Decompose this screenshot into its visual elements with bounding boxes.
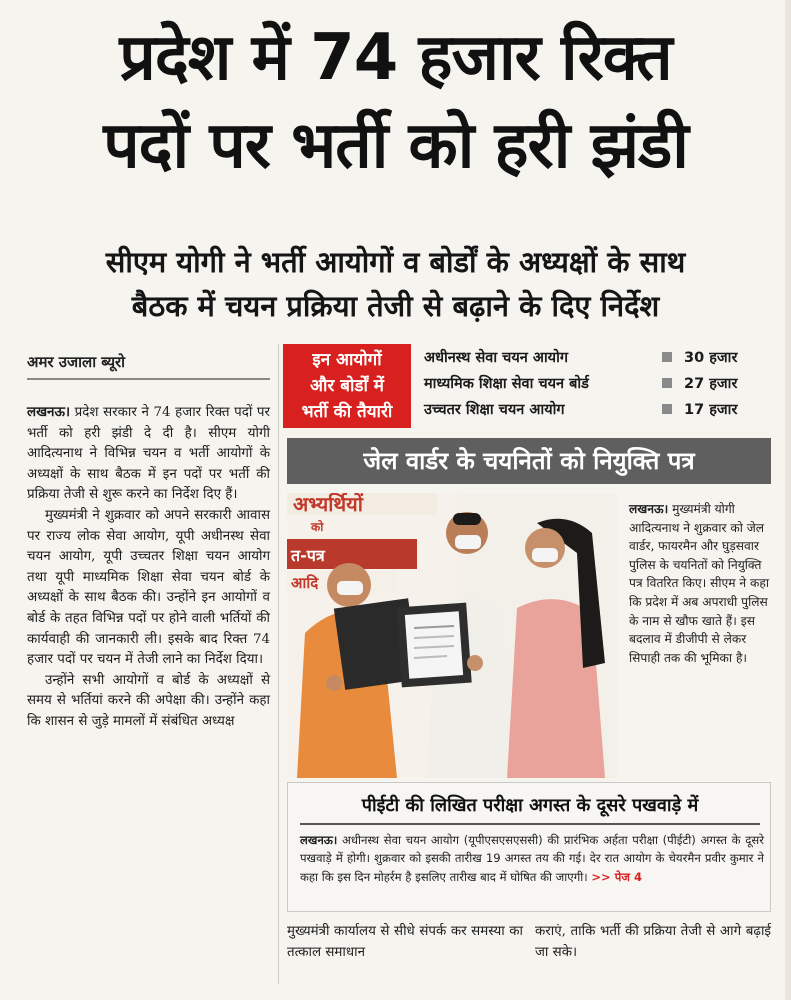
recruitment-highlight-box	[283, 344, 411, 428]
highlight-line-1: इन आयोगों	[312, 350, 382, 370]
subheadline-line-1: सीएम योगी ने भर्ती आयोगों व बोर्डों के अध्यक्षों के साथ	[105, 245, 686, 279]
pet-exam-title-rule	[300, 823, 760, 825]
stat-value: 30 हजार	[684, 350, 738, 366]
backdrop-text-4: आदि	[291, 574, 319, 592]
continuation-column-2: कराएं, ताकि भर्ती की प्रक्रिया तेजी से आगे बढ़ाई जा सके।	[535, 924, 771, 960]
pet-exam-body	[300, 831, 764, 886]
article-paragraph-3: उन्होंने सभी आयोगों व बोर्ड के अध्यक्षों से समय से भर्तियां करने की अपेक्षा की। उन्होंने कहा कि शासन से जुड़े मामलों में संबंधित अध्यक्ष	[27, 672, 270, 729]
byline-divider	[27, 378, 270, 380]
square-bullet-icon	[662, 352, 672, 362]
article-paragraph-2: मुख्यमंत्री ने शुक्रवार को अपने सरकारी आवास पर राज्य लोक सेवा आयोग, यूपी अधीनस्थ सेवा चयन आयोग, यूपी उच्चतर शिक्षा चयन आयोग तथा यूपी माध्यमिक शिक्षा सेवा चयन बोर्ड के अध्यक्षों के साथ बैठक की। उन्होंने इन आयोगों व बोर्ड के तहत विभिन्न पदों पर होने वाली भर्तियों की कार्यवाही की जानकारी ली। इसके बाद रिक्त 74 हजार पदों पर चयन में तेजी लाने का निर्देश दिया।	[27, 507, 270, 668]
stat-value: 27 हजार	[684, 376, 738, 392]
continuation-column-1: मुख्यमंत्री कार्यालय से सीधे संपर्क कर समस्या का तत्काल समाधान	[287, 924, 523, 960]
stat-row	[424, 370, 770, 396]
stat-value: 17 हजार	[684, 402, 738, 418]
square-bullet-icon	[662, 404, 672, 414]
pet-exam-box	[287, 782, 771, 912]
article-paragraph-1-text: प्रदेश सरकार ने 74 हजार रिक्त पदों पर भर्ती को हरी झंडी दे दी है। सीएम योगी आदित्यनाथ ने विभिन्न चयन व भर्ती आयोगों के अध्यक्षों के साथ बैठक में इन पदों पर भर्ती की प्रक्रिया तेजी से शुरू करने का निर्देश दिए हैं।	[27, 405, 270, 503]
article-body	[27, 402, 270, 733]
column-divider	[278, 344, 279, 984]
highlight-line-2: और बोर्डों में	[310, 376, 384, 396]
square-bullet-icon	[662, 378, 672, 388]
subheadline-line-2: बैठक में चयन प्रक्रिया तेजी से बढ़ाने के दिए निर्देश	[131, 289, 660, 323]
pet-exam-title: पीईटी की लिखित परीक्षा अगस्त के दूसरे पखवाड़े में	[361, 795, 699, 816]
continued-page-link[interactable]: >> पेज 4	[591, 869, 643, 884]
caption-dateline: लखनऊ।	[629, 502, 669, 516]
stat-row	[424, 344, 770, 370]
headline	[8, 14, 783, 190]
photo-illustration	[287, 493, 617, 778]
photo-caption	[629, 500, 771, 667]
highlight-line-3: भर्ती की तैयारी	[301, 402, 393, 422]
pet-exam-dateline: लखनऊ।	[300, 833, 338, 847]
backdrop-text-1: अभ्यर्थियों	[293, 493, 363, 516]
section-banner: जेल वार्डर के चयनितों को नियुक्ति पत्र	[287, 438, 771, 484]
stat-row	[424, 396, 770, 422]
headline-line-2: पदों पर भर्ती को हरी झंडी	[103, 109, 688, 183]
stat-name: उच्चतर शिक्षा चयन आयोग	[424, 402, 565, 418]
page-edge	[785, 0, 791, 1000]
stat-name: माध्यमिक शिक्षा सेवा चयन बोर्ड	[424, 376, 589, 392]
news-photo	[287, 493, 617, 778]
headline-line-1: प्रदेश में 74 हजार रिक्त	[119, 21, 672, 95]
vacancy-stats-table	[424, 344, 770, 422]
byline: अमर उजाला ब्यूरो	[27, 353, 126, 371]
backdrop-text-3: त-पत्र	[291, 546, 325, 565]
article-dateline: लखनऊ।	[27, 404, 71, 420]
subheadline	[10, 240, 781, 328]
caption-text: मुख्यमंत्री योगी आदित्यनाथ ने शुक्रवार को जेल वार्डर, फायरमैन और घुड़सवार पुलिस के चयनितों को नियुक्ति पत्र वितरित किए। सीएम ने कहा कि प्रदेश में अब अपराधी पुलिस के नाम से खौफ खाते हैं। इस बदलाव में डीजीपी से लेकर सिपाही तक की भूमिका है।	[629, 502, 770, 665]
article-paragraph-1	[27, 402, 270, 506]
backdrop-text-2: को	[311, 520, 324, 534]
pet-exam-text: अधीनस्थ सेवा चयन आयोग (यूपीएसएसएससी) की प्रारंभिक अर्हता परीक्षा (पीईटी) अगस्त के दूसरे पखवाड़े में होगी। शुक्रवार को इसकी तारीख 19 अगस्त तय की गई। देर रात आयोग के चेयरमैन प्रवीर कुमार ने कहा कि इस दिन मोहर्रम है इसलिए तारीख बाद में घोषित की जाएगी।	[300, 833, 764, 884]
stat-name: अधीनस्थ सेवा चयन आयोग	[424, 350, 568, 366]
